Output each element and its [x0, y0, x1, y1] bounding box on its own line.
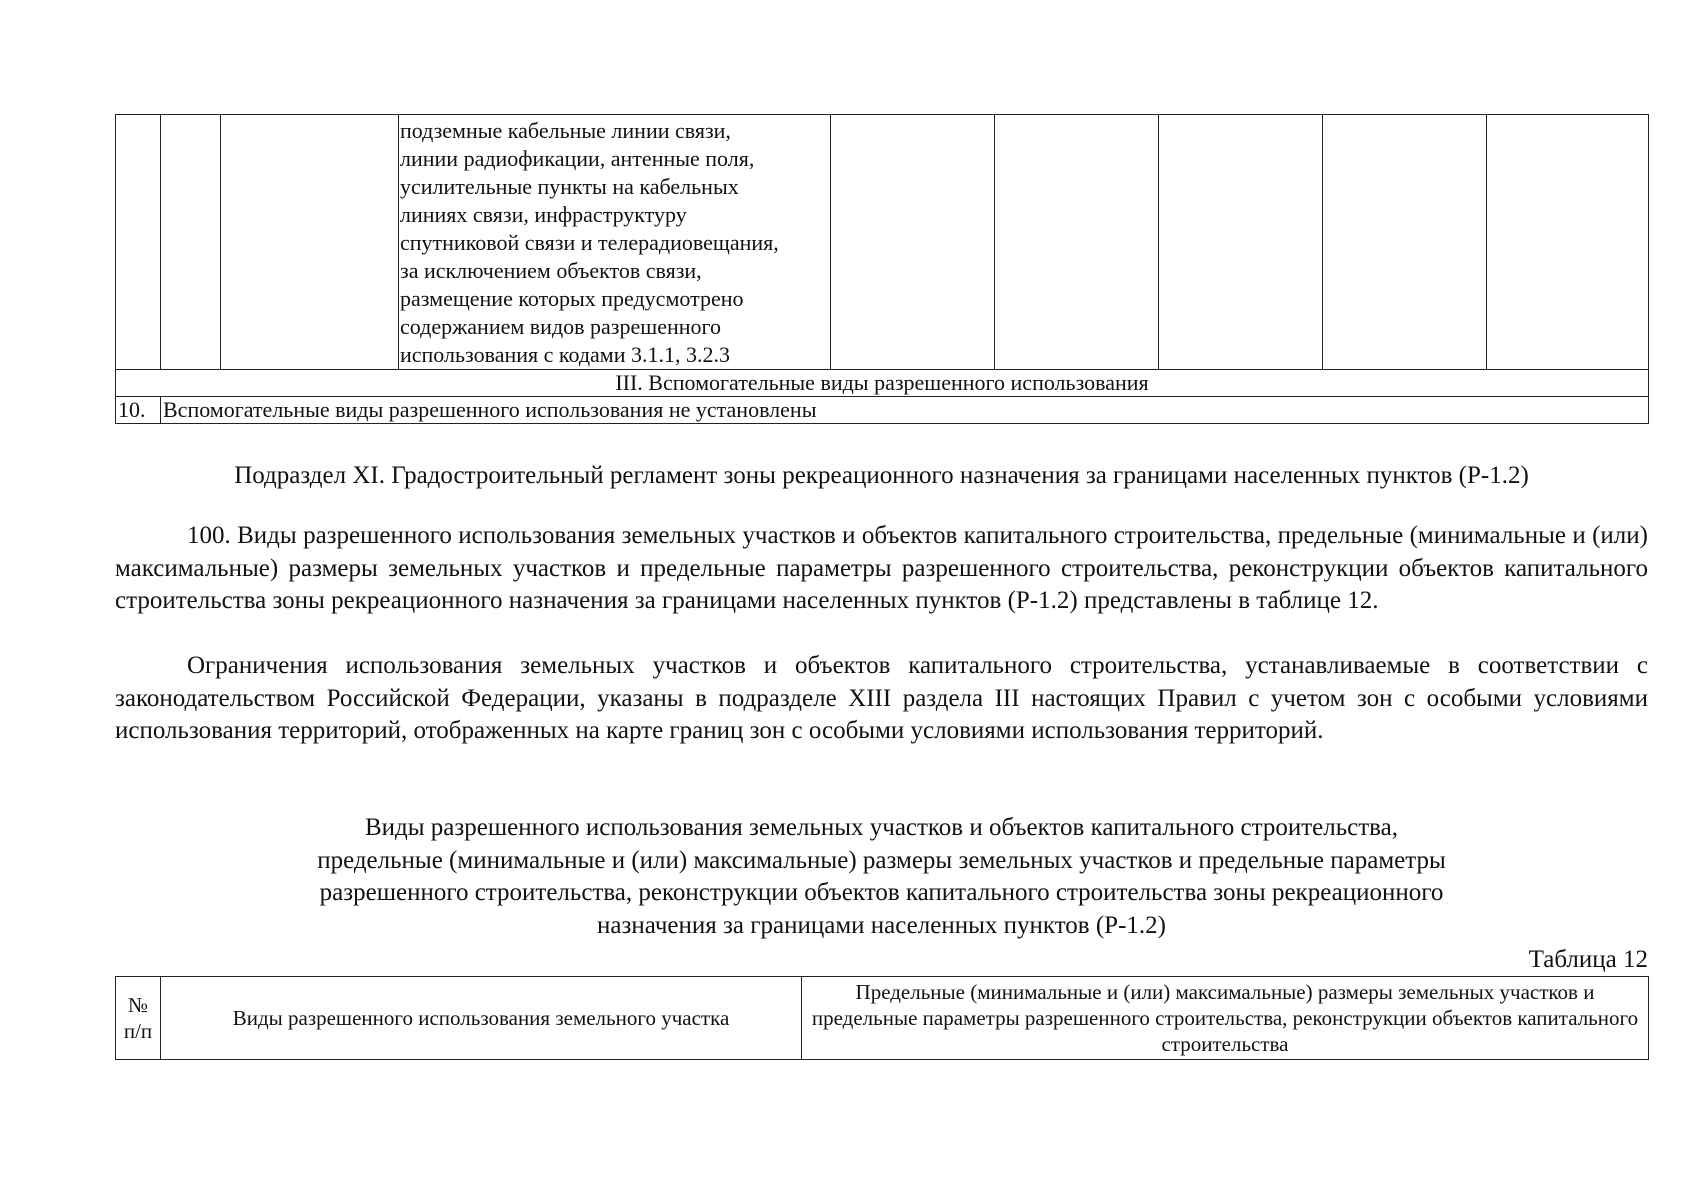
empty-cell [1323, 115, 1487, 370]
table-row [116, 397, 1649, 424]
empty-cell [995, 115, 1159, 370]
table-label: Таблица 12 [1528, 946, 1648, 973]
header-use-column: Виды разрешенного использования земельного участка [161, 977, 802, 1060]
table-caption: Виды разрешенного использования земельных участков и объектов капитального строительства, предельные (минимальные и (или) максимальные) размеры земельных участков и предельные параметры разрешенного строительства, реконструкции объектов капитального строительства зоны рекреационного назначения за границами населенных пунктов (Р-1.2) [317, 814, 1446, 939]
empty-cell [831, 115, 995, 370]
header-number-column: № п/п [116, 977, 161, 1060]
table-row [116, 370, 1649, 397]
paragraph: 100. Виды разрешенного использования земельных участков и объектов капитального строительства, предельные (минимальные и (или) максимальные) размеры земельных участков и предельные параметры разрешенного строительства, реконструкции объектов капитального строительства зоны рекреационного назначения за границами населенных пунктов (Р-1.2) представлены в таблице 12. [115, 522, 1648, 614]
empty-cell [1159, 115, 1323, 370]
continued-table [115, 114, 1649, 424]
row-number: 10. [116, 397, 161, 424]
empty-cell [116, 115, 161, 370]
paragraph: Ограничения использования земельных участков и объектов капитального строительства, устанавливаемые в соответствии с законодательством Российской Федерации, указаны в подразделе XIII раздела III настоящих Правил с учетом зон с особыми условиями использования территорий, отображенных на карте границ зон с особыми условиями использования территорий. [115, 652, 1648, 744]
table-header-row [116, 977, 1649, 1060]
subsection-heading: Подраздел XI. Градостроительный регламент зоны рекреационного назначения за границами населенных пунктов (Р-1.2) [234, 462, 1529, 489]
header-params-column: Предельные (минимальные и (или) максимальные) размеры земельных участков и предельные параметры разрешенного строительства, реконструкции объектов капитального строительства [802, 977, 1649, 1060]
empty-cell [1487, 115, 1649, 370]
section-heading-auxiliary-uses: III. Вспомогательные виды разрешенного использования [116, 370, 1649, 397]
continued-use-description: подземные кабельные линии связи, линии радиофикации, антенные поля, усилительные пункты на кабельных линиях связи, инфраструктуру спутниковой связи и телерадиовещания, за исключением объектов связи, размещение которых предусмотрено содержанием видов разрешенного использования с кодами 3.1.1, 3.2.3 [399, 115, 831, 370]
table-row [116, 115, 1649, 370]
empty-cell [161, 115, 221, 370]
row-text: Вспомогательные виды разрешенного использования не установлены [161, 397, 1649, 424]
empty-cell [221, 115, 399, 370]
table-12-header [115, 976, 1649, 1060]
